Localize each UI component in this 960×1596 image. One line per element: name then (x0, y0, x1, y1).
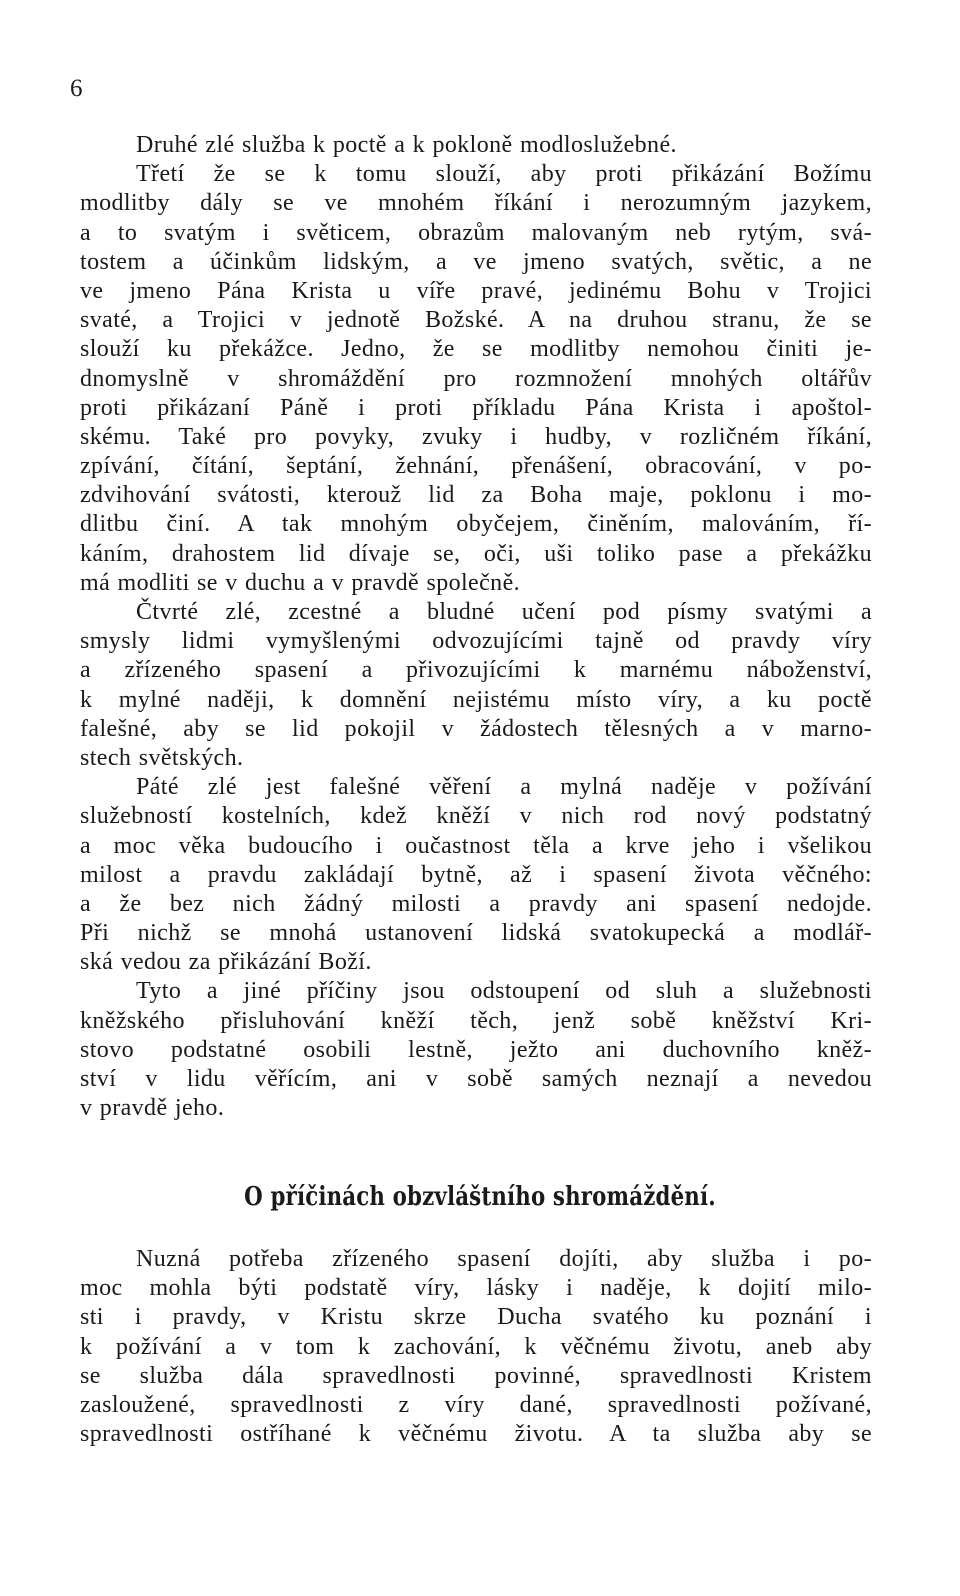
text-line: modlitby dály se ve mnohém říkání i nerozumným jazykem, (80, 190, 872, 217)
text-line: stech světských. (80, 744, 244, 771)
text-line: slouží ku překážce. Jedno, že se modlitby nemohou činiti je- (80, 336, 872, 363)
text-line: kněžského přisluhování kněží těch, jenž sobě kněžství Kri- (80, 1007, 872, 1034)
text-line: smysly lidmi vymyšlenými odvozujícími tajně od pravdy víry (80, 628, 872, 655)
text-line: Čtvrté zlé, zcestné a bludné učení pod písmy svatými a (136, 599, 872, 625)
text-line: má modliti se v duchu a v pravdě společně. (80, 569, 521, 596)
text-line: zasloužené, spravedlnosti z víry dané, spravedlnosti požívané, (80, 1391, 872, 1418)
text-line: dlitbu činí. A tak mnohým obyčejem, činěním, malováním, ří- (80, 511, 872, 538)
text-line: zdvihování svátosti, kterouž lid za Boha maje, poklonu i mo- (80, 482, 872, 509)
body-text-section-1 (80, 131, 872, 1123)
page-number: 6 (70, 75, 83, 102)
text-line: ská vedou za přikázání Boží. (80, 949, 372, 976)
text-line: a že bez nich žádný milosti a pravdy ani spasení nedojde. (80, 890, 872, 917)
text-line: káním, drahostem lid dívaje se, oči, uši toliko pase a překážku (80, 540, 872, 567)
text-line: Třetí že se k tomu slouží, aby proti přikázání Božímu (136, 161, 872, 188)
text-line: se služba dála spravedlnosti povinné, spravedlnosti Kristem (80, 1362, 872, 1389)
text-line: ve jmeno Pána Krista u víře pravé, jedinému Bohu v Trojici (80, 277, 872, 304)
text-line: stovo podstatné osobili lestně, ježto ani duchovního kněž- (80, 1036, 872, 1063)
text-line: zpívání, čítání, šeptání, žehnání, přenášení, obracování, v po- (80, 453, 872, 480)
text-line: proti přikázaní Páně i proti příkladu Pána Krista i apoštol- (80, 394, 872, 421)
text-line: k mylné naději, k domnění nejistému místo víry, a ku poctě (80, 686, 872, 713)
text-line: Páté zlé jest falešné věření a mylná naděje v požívání (136, 774, 872, 801)
text-line: milost a pravdu zakládají bytně, až i spasení života věčného: (80, 861, 872, 888)
text-line: dnomyslně v shromáždění pro rozmnožení mnohých oltářův (80, 365, 872, 392)
text-line: a zřízeného spasení a přivozujícími k marnému náboženství, (80, 657, 872, 684)
text-line: skému. Také pro povyky, zvuky i hudby, v rozličném říkání, (80, 423, 872, 450)
text-line: Druhé zlé služba k poctě a k pokloně modloslužebné. (136, 132, 677, 158)
text-line: Nuzná potřeba zřízeného spasení dojíti, aby služba i po- (136, 1246, 872, 1272)
text-line: služebností kostelních, kdež kněží v nich rod nový podstatný (80, 803, 872, 830)
text-line: tostem a účinkům lidským, a ve jmeno svatých, světic, a ne (80, 248, 872, 275)
text-line: Při nichž se mnohá ustanovení lidská svatokupecká a modlář- (80, 920, 872, 947)
text-line: spravedlnosti ostříhané k věčnému životu. A ta služba aby se (80, 1421, 872, 1448)
text-line: Tyto a jiné příčiny jsou odstoupení od sluh a služebnosti (136, 978, 872, 1005)
body-text-section-2 (80, 1245, 872, 1449)
text-line: k požívání a v tom k zachování, k věčnému životu, aneb aby (80, 1333, 872, 1360)
section-heading: O příčinách obzvláštního shromáždění. (244, 1182, 716, 1212)
text-line: v pravdě jeho. (80, 1095, 225, 1122)
text-line: falešné, aby se lid pokojil v žádostech tělesných a v marno- (80, 715, 872, 742)
text-line: svaté, a Trojici v jednotě Božské. A na druhou stranu, že se (80, 307, 872, 334)
text-line: sti i pravdy, v Kristu skrze Ducha svatého ku poznání i (80, 1304, 872, 1331)
text-line: a to svatým i světicem, obrazům malovaným neb rytým, svá- (80, 219, 872, 246)
text-line: moc mohla býti podstatě víry, lásky i naděje, k dojití milo- (80, 1275, 872, 1302)
text-line: ství v lidu věřícím, ani v sobě samých neznají a nevedou (80, 1066, 872, 1092)
text-line: a moc věka budoucího i oučastnost těla a krve jeho i všelikou (80, 832, 872, 859)
